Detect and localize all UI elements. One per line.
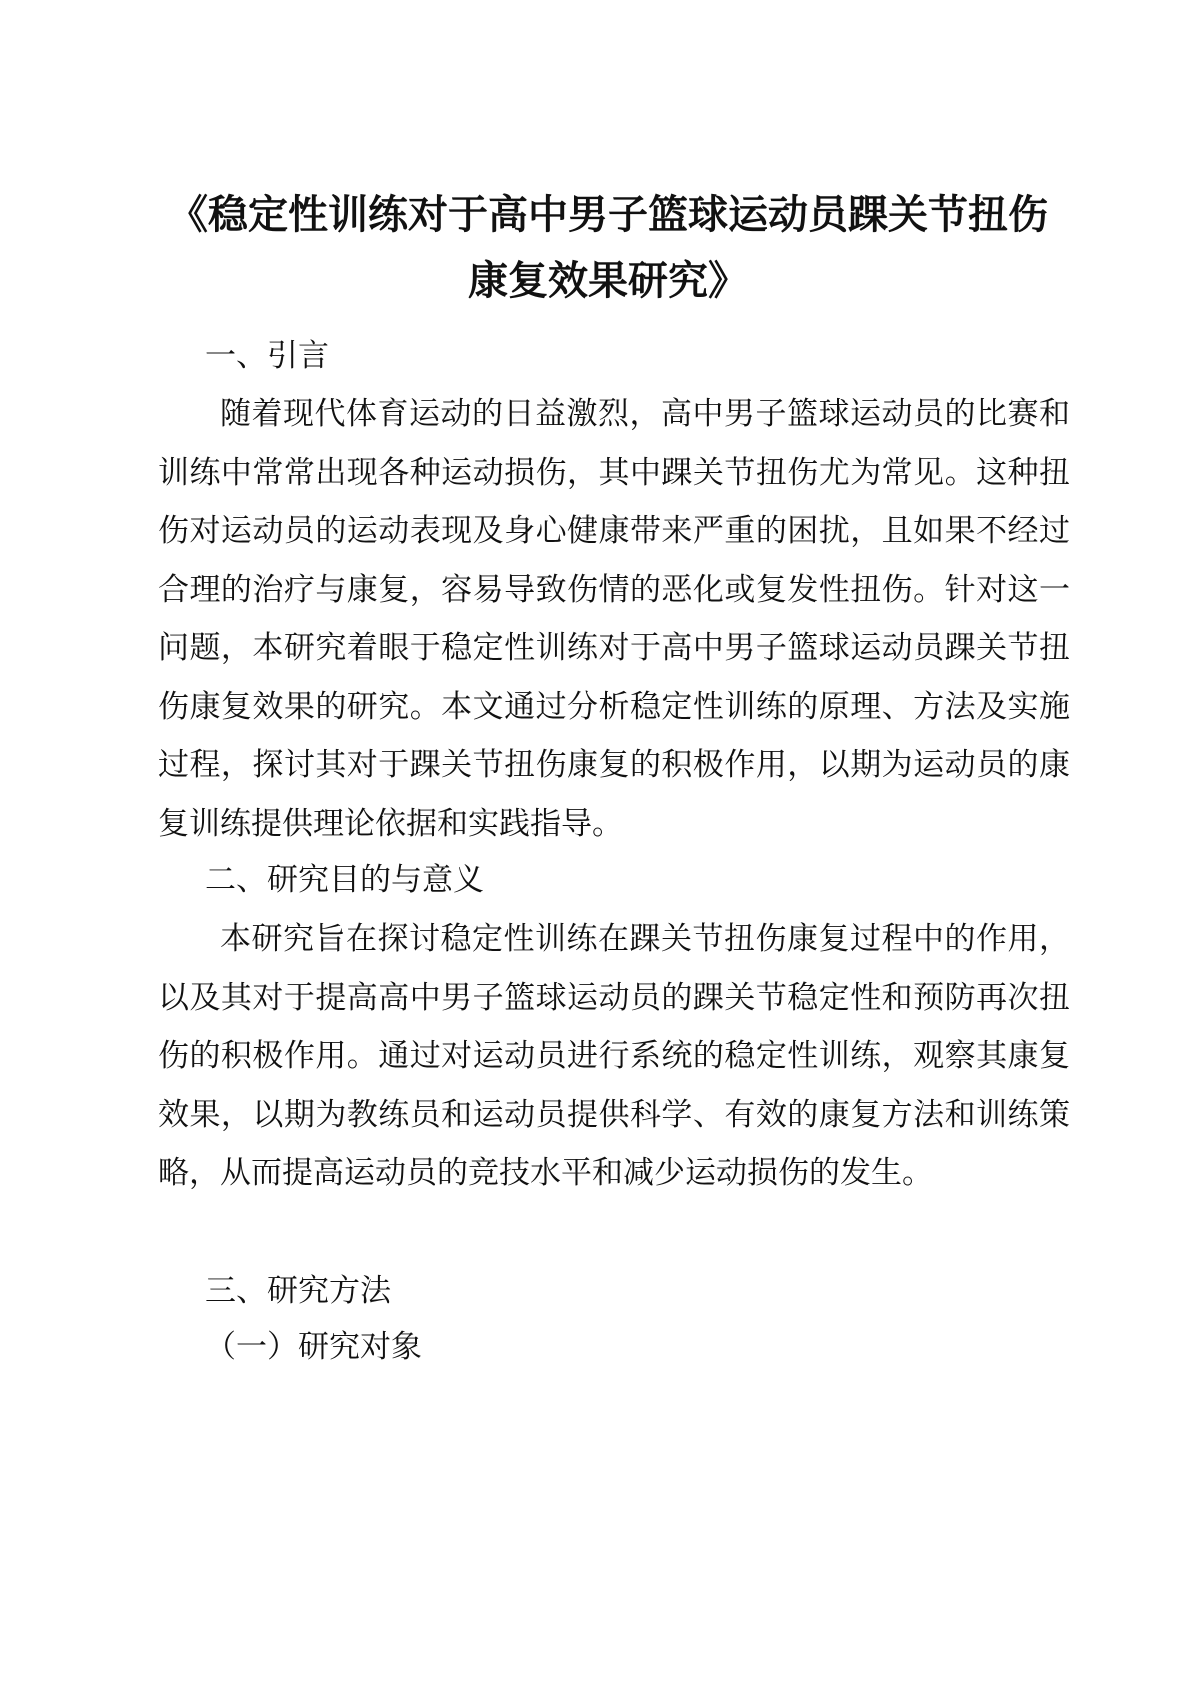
section-heading-methods: 三、研究方法 bbox=[205, 1273, 391, 1309]
section-heading-introduction: 一、引言 bbox=[205, 338, 329, 374]
section-heading-purpose: 二、研究目的与意义 bbox=[205, 862, 484, 898]
subsection-heading-subjects: （一）研究对象 bbox=[205, 1329, 422, 1365]
paragraph-introduction: 随着现代体育运动的日益激烈，高中男子篮球运动员的比赛和训练中常常出现各种运动损伤，其中踝关节扭伤尤为常见。这种扭伤对运动员的运动表现及身心健康带来严重的困扰，且如果不经过合理的治疗与康复，容易导致伤情的恶化或复发性扭伤。针对这一问题，本研究着眼于稳定性训练对于高中男子篮球运动员踝关节扭伤康复效果的研究。本文通过分析稳定性训练的原理、方法及实施过程，探讨其对于踝关节扭伤康复的积极作用，以期为运动员的康复训练提供理论依据和实践指导。 bbox=[158, 396, 1070, 842]
paragraph-purpose: 本研究旨在探讨稳定性训练在踝关节扭伤康复过程中的作用，以及其对于提高高中男子篮球运动员的踝关节稳定性和预防再次扭伤的积极作用。通过对运动员进行系统的稳定性训练，观察其康复效果，以期为教练员和运动员提供科学、有效的康复方法和训练策略，从而提高运动员的竞技水平和减少运动损伤的发生。 bbox=[158, 921, 1070, 1191]
document-title: 《稳定性训练对于高中男子篮球运动员踝关节扭伤康复效果研究》 bbox=[168, 192, 1048, 304]
